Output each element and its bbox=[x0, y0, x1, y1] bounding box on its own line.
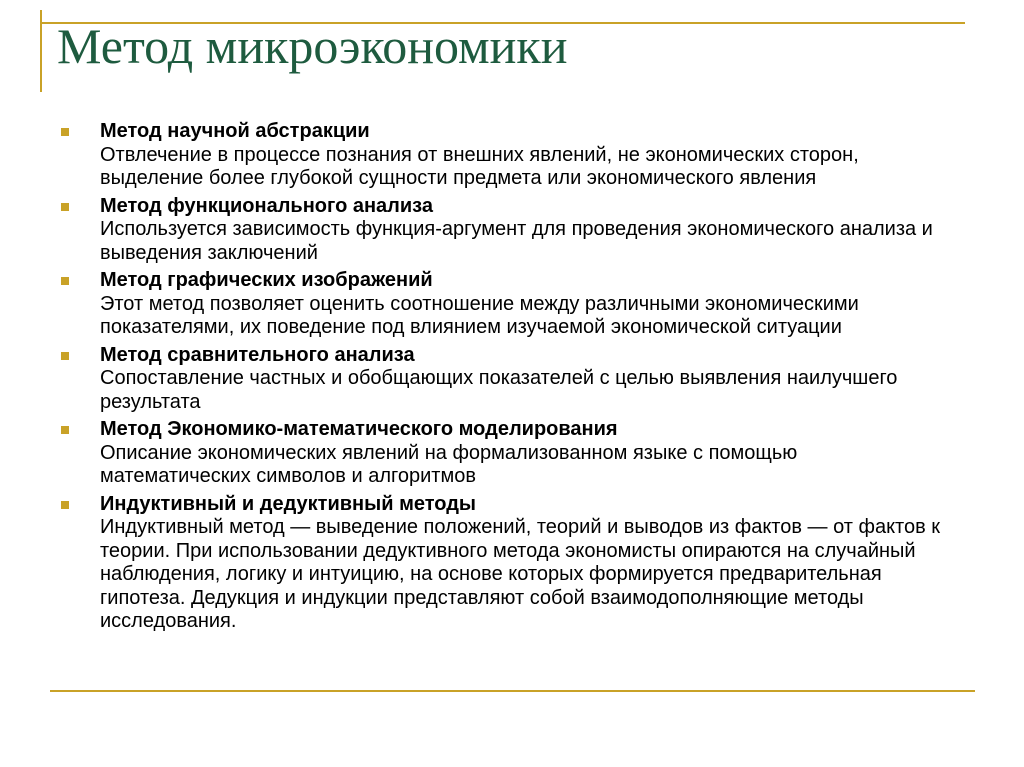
item-description: Этот метод позволяет оценить соотношение между различными экономическими показателями, их поведение под влиянием изучаемой экономической ситуации bbox=[100, 292, 859, 338]
list-item-math-modeling bbox=[60, 418, 950, 489]
square-bullet-icon bbox=[61, 277, 69, 285]
square-bullet-icon bbox=[61, 203, 69, 211]
list-item-comparative-analysis bbox=[60, 344, 950, 415]
item-heading: Метод Экономико-математического моделирования bbox=[100, 418, 618, 440]
square-bullet-icon bbox=[61, 501, 69, 509]
item-description: Описание экономических явлений на формализованном языке с помощью математических символов и алгоритмов bbox=[100, 441, 798, 487]
item-heading: Метод сравнительного анализа bbox=[100, 343, 415, 366]
item-heading: Метод функционального анализа bbox=[100, 194, 433, 217]
item-description: Сопоставление частных и обобщающих показателей с целью выявления наилучшего результата bbox=[100, 367, 898, 413]
list-item-scientific-abstraction bbox=[60, 120, 950, 191]
square-bullet-icon bbox=[61, 352, 69, 360]
square-bullet-icon bbox=[61, 128, 69, 136]
item-description: Используется зависимость функция-аргумент для проведения экономического анализа и выведения заключений bbox=[100, 218, 933, 264]
item-heading: Метод графических изображений bbox=[100, 269, 433, 291]
item-description: Отвлечение в процессе познания от внешних явлений, не экономических сторон, выделение более глубокой сущности предмета или экономического явления bbox=[100, 143, 859, 189]
item-description: Индуктивный метод — выведение положений, теорий и выводов из фактов — от фактов к теории. При использовании дедуктивного метода экономисты опираются на случайный наблюдения, логику и интуицию, на основе которых формируется предварительная гипотеза. Дедукция и индукции представляют собой взаимодополняющие методы исследования. bbox=[100, 516, 941, 632]
list-item-functional-analysis bbox=[60, 195, 950, 266]
square-bullet-icon bbox=[61, 426, 69, 434]
list-item-inductive-deductive bbox=[60, 493, 950, 634]
method-list bbox=[60, 120, 950, 638]
accent-bottom-line bbox=[50, 690, 975, 692]
item-heading: Метод научной абстракции bbox=[100, 120, 370, 142]
item-heading: Индуктивный и дедуктивный методы bbox=[100, 492, 476, 515]
slide-title: Метод микроэкономики bbox=[57, 18, 568, 74]
list-item-graphic-images bbox=[60, 269, 950, 340]
